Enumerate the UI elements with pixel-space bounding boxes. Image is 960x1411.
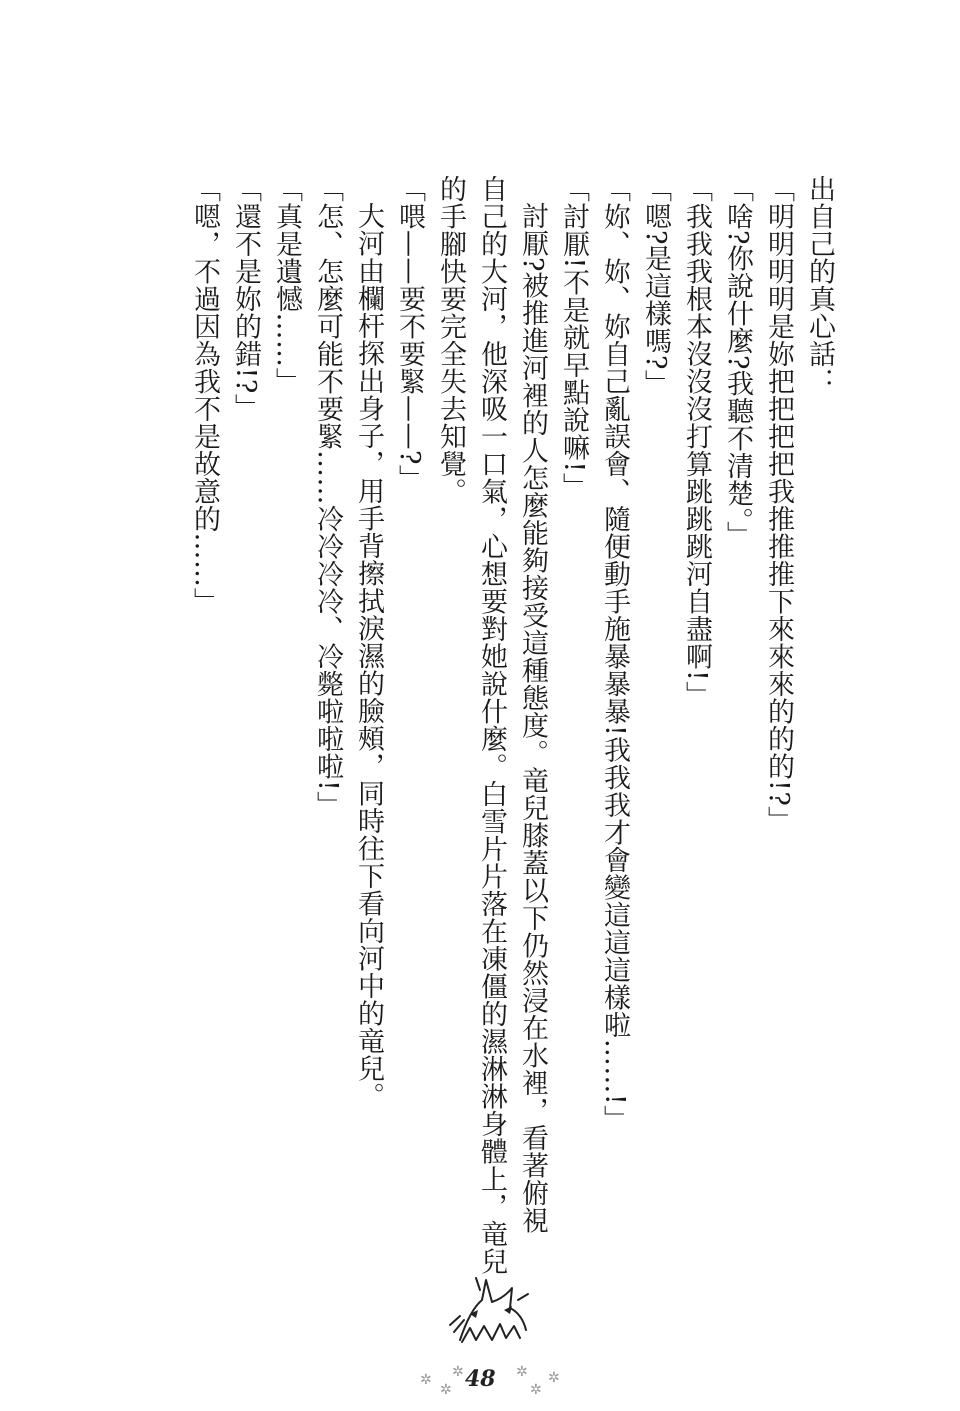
text-line: 「喂——要不要緊——?」 <box>394 175 425 493</box>
text-line: 「嗯?是這樣嗎?」 <box>640 175 671 398</box>
taiga-hair-ornament-icon <box>440 1270 540 1360</box>
text-line: 「明明明明是妳把把把把我推推推下來來來的的的!?」 <box>763 175 794 834</box>
text-line: 「還不是妳的錯!?」 <box>230 175 261 422</box>
text-line: 大河由欄杆探出身子，用手背擦拭淚濕的臉頰，同時往下看向河中的竜兒。 <box>353 202 384 1110</box>
text-line: 自己的大河，他深吸一口氣，心想要對她說什麼。白雪片片落在凍僵的濕淋淋身體上，竜兒 <box>476 175 507 1275</box>
text-line: 出自己的真心話： <box>804 175 835 395</box>
text-line: 「嗯，不過因為我不是故意的……」 <box>189 175 220 615</box>
star-ornament-icon: ✲ <box>452 1364 464 1380</box>
star-ornament-icon: ✲ <box>420 1372 432 1388</box>
star-ornament-icon: ✲ <box>516 1364 528 1380</box>
star-ornament-icon: ✲ <box>530 1382 542 1398</box>
text-line: 「我我我根本沒沒沒打算跳跳跳河自盡啊!」 <box>681 175 712 709</box>
text-line: 「討厭!不是就早點說嘛!」 <box>558 175 589 501</box>
page-number: 48 <box>465 1366 496 1392</box>
text-line: 「妳、妳、妳自己亂誤會、隨便動手施暴暴暴!我我我才會變這這這樣啦……!」 <box>599 175 630 1133</box>
text-line: 討厭?被推進河裡的人怎麼能夠接受這種態度。竜兒膝蓋以下仍然浸在水裡，看著俯視 <box>517 202 548 1235</box>
vertical-text-body <box>184 175 840 1285</box>
text-line: 「怎、怎麼可能不要緊……冷冷冷冷、冷斃啦啦啦!」 <box>312 175 343 819</box>
text-line: 「啥?你說什麼?我聽不清楚。」 <box>722 175 753 549</box>
star-ornament-icon: ✲ <box>548 1370 560 1386</box>
text-line: 「真是遺憾……」 <box>271 175 302 395</box>
text-line: 的手腳快要完全失去知覺。 <box>435 175 466 505</box>
star-ornament-icon: ✲ <box>440 1382 452 1398</box>
